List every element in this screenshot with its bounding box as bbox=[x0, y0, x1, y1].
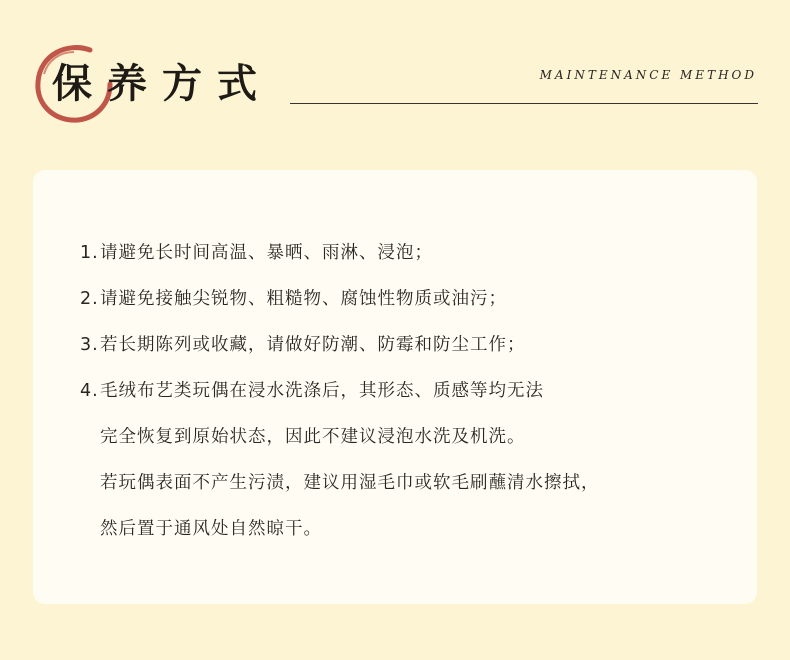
item-text: 若长期陈列或收藏，请做好防潮、防霉和防尘工作； bbox=[100, 335, 526, 355]
header bbox=[0, 0, 790, 140]
list-item bbox=[80, 276, 770, 322]
list-item bbox=[80, 230, 770, 276]
item-text: 请避免接触尖锐物、粗糙物、腐蚀性物质或油污； bbox=[100, 289, 507, 309]
maintenance-list bbox=[80, 230, 770, 552]
list-item bbox=[80, 322, 770, 368]
list-item-continuation: 完全恢复到原始状态，因此不建议浸泡水洗及机洗。 bbox=[100, 427, 526, 447]
item-text: 毛绒布艺类玩偶在浸水洗涤后，其形态、质感等均无法 bbox=[100, 381, 544, 401]
page-title: 保养方式 bbox=[52, 59, 272, 107]
item-number: 3. bbox=[80, 335, 99, 355]
list-item bbox=[80, 368, 770, 414]
page-subtitle: MAINTENANCE METHOD bbox=[539, 68, 757, 82]
item-text: 请避免长时间高温、暴晒、雨淋、浸泡； bbox=[100, 243, 433, 263]
list-item-continuation: 然后置于通风处自然晾干。 bbox=[100, 519, 322, 539]
item-number: 4. bbox=[80, 381, 99, 401]
item-number: 2. bbox=[80, 289, 99, 309]
item-number: 1. bbox=[80, 243, 99, 263]
list-item-continuation: 若玩偶表面不产生污渍，建议用湿毛巾或软毛刷蘸清水擦拭， bbox=[100, 473, 600, 493]
header-divider bbox=[290, 103, 758, 104]
